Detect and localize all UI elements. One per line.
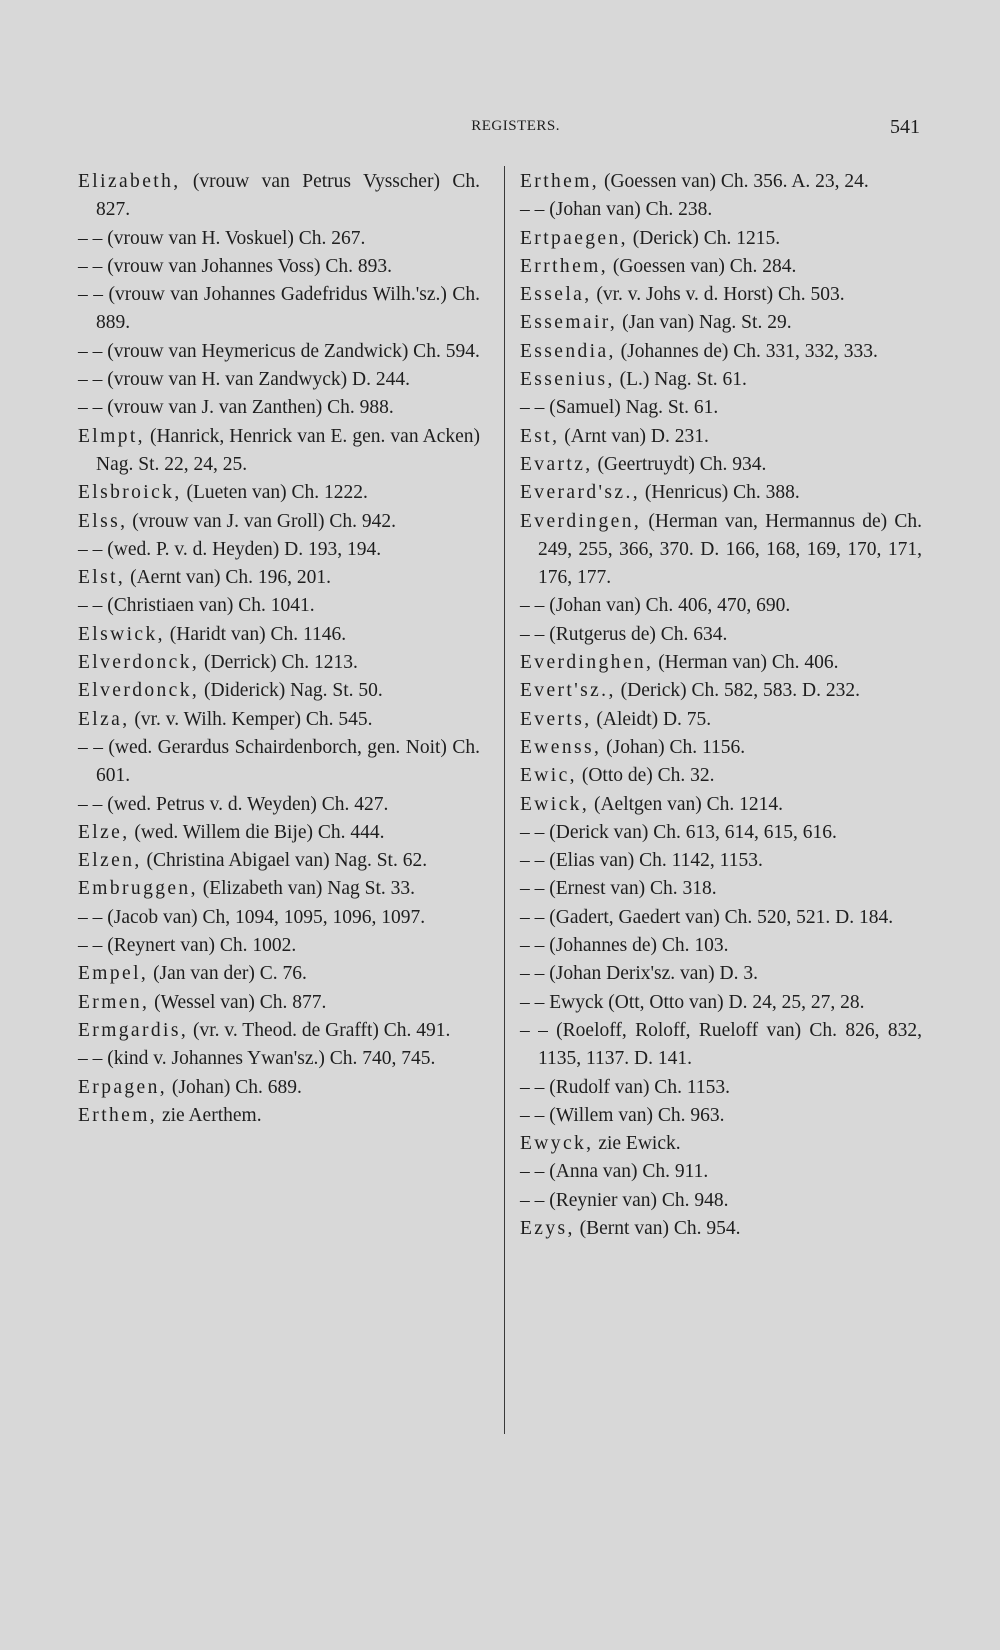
entry-surname: Ewick, <box>520 793 590 815</box>
entry-details: (Herman van) Ch. 406. <box>653 652 839 674</box>
entry-details: – – (Christiaen van) Ch. 1041. <box>78 595 315 617</box>
index-entry <box>78 1102 480 1130</box>
entry-details: – – (Johan van) Ch. 238. <box>520 199 713 221</box>
entry-details: – – (Roeloff, Roloff, Rueloff van) Ch. 826, 832, 1135, 1137. D. 141. <box>520 1019 922 1070</box>
entry-details: (Jan van) Nag. St. 29. <box>617 312 792 334</box>
index-entry <box>78 564 480 592</box>
entry-details: – – (vrouw van J. van Zanthen) Ch. 988. <box>78 397 394 419</box>
index-entry <box>520 1158 922 1186</box>
entry-surname: Elze, <box>78 821 130 843</box>
index-entry <box>520 1074 922 1102</box>
index-entry <box>520 649 922 677</box>
entry-surname: Elss, <box>78 510 128 532</box>
entry-surname: Evartz, <box>520 453 593 475</box>
entry-details: (Aeltgen van) Ch. 1214. <box>589 793 783 815</box>
entry-details: – – (Samuel) Nag. St. 61. <box>520 397 719 419</box>
index-entry <box>520 904 922 932</box>
index-entry <box>520 508 922 593</box>
index-column-left <box>78 168 480 1130</box>
entry-surname: Empel, <box>78 963 149 985</box>
entry-details: – – (Rudolf van) Ch. 1153. <box>520 1076 730 1098</box>
index-entry <box>78 225 480 253</box>
index-entry <box>520 1215 922 1243</box>
index-entry <box>520 932 922 960</box>
index-entry <box>520 338 922 366</box>
entry-details: (Elizabeth van) Nag St. 33. <box>197 878 416 900</box>
entry-details: – – (Rutgerus de) Ch. 634. <box>520 623 728 645</box>
index-entry <box>520 791 922 819</box>
index-entry <box>78 394 480 422</box>
entry-details: (Christina Abigael van) Nag. St. 62. <box>141 850 428 872</box>
entry-surname: Ewic, <box>520 765 577 787</box>
entry-details: – – (vrouw van H. Voskuel) Ch. 267. <box>78 227 366 249</box>
running-head: REGISTERS. <box>471 118 560 134</box>
entry-details: (Bernt van) Ch. 954. <box>574 1217 741 1239</box>
entry-details: (Goessen van) Ch. 284. <box>607 255 797 277</box>
entry-surname: Ermen, <box>78 991 150 1013</box>
index-entry <box>520 423 922 451</box>
entry-details: – – (Reynert van) Ch. 1002. <box>78 935 297 957</box>
entry-surname: Everts, <box>520 708 592 730</box>
entry-surname: Ewyck, <box>520 1133 594 1155</box>
page-number: 541 <box>890 116 920 138</box>
entry-details: (vr. v. Johs v. d. Horst) Ch. 503. <box>591 284 845 306</box>
entry-surname: Elmpt, <box>78 425 145 447</box>
index-entry <box>78 706 480 734</box>
entry-details: (Jan van der) C. 76. <box>148 963 307 985</box>
entry-details: – – (Johan Derix'sz. van) D. 3. <box>520 963 758 985</box>
entry-details: – – (wed. Petrus v. d. Weyden) Ch. 427. <box>78 793 389 815</box>
entry-details: – – (Ernest van) Ch. 318. <box>520 878 717 900</box>
index-entry <box>78 338 480 366</box>
entry-details: (Lueten van) Ch. 1222. <box>181 482 368 504</box>
entry-surname: Elza, <box>78 708 130 730</box>
entry-surname: Ermgardis, <box>78 1019 189 1041</box>
index-entry <box>520 281 922 309</box>
entry-surname: Essendia, <box>520 340 616 362</box>
entry-details: – – (Gadert, Gaedert van) Ch. 520, 521. D. 184. <box>520 906 894 928</box>
entry-details: (vr. v. Wilh. Kemper) Ch. 545. <box>129 708 373 730</box>
index-entry <box>520 1102 922 1130</box>
entry-details: – – (Anna van) Ch. 911. <box>520 1161 709 1183</box>
entry-surname: Erpagen, <box>78 1076 168 1098</box>
entry-details: (vr. v. Theod. de Grafft) Ch. 491. <box>188 1019 451 1041</box>
entry-surname: Erthem, <box>78 1104 158 1126</box>
index-entry <box>520 621 922 649</box>
index-entry <box>78 791 480 819</box>
index-entry <box>78 536 480 564</box>
index-entry <box>520 989 922 1017</box>
index-entry <box>78 649 480 677</box>
index-entry <box>78 253 480 281</box>
index-entry <box>520 1017 922 1074</box>
entry-details: (Derrick) Ch. 1213. <box>199 652 358 674</box>
index-entry <box>520 1130 922 1158</box>
index-entry <box>78 932 480 960</box>
entry-surname: Essenius, <box>520 369 615 391</box>
index-entry <box>520 309 922 337</box>
entry-surname: Everdinghen, <box>520 652 654 674</box>
entry-surname: Erthem, <box>520 171 600 192</box>
entry-surname: Elzen, <box>78 850 142 872</box>
index-entry <box>520 479 922 507</box>
index-entry <box>78 1017 480 1045</box>
entry-surname: Everdingen, <box>520 510 642 532</box>
index-entry <box>78 677 480 705</box>
index-entry <box>520 1187 922 1215</box>
entry-details: (Johan) Ch. 1156. <box>601 736 746 758</box>
entry-surname: Elizabeth, <box>78 171 181 192</box>
index-column-right <box>520 168 922 1243</box>
entry-surname: Everard'sz., <box>520 482 641 504</box>
index-entry <box>78 734 480 791</box>
entry-details: – – (Jacob van) Ch, 1094, 1095, 1096, 1097. <box>78 906 426 928</box>
index-entry <box>520 875 922 903</box>
entry-details: (Arnt van) D. 231. <box>559 425 709 447</box>
entry-details: zie Aerthem. <box>157 1104 262 1126</box>
entry-details: – – (vrouw van H. van Zandwyck) D. 244. <box>78 369 410 391</box>
entry-surname: Essela, <box>520 284 592 306</box>
index-entry <box>78 960 480 988</box>
entry-surname: Elst, <box>78 567 126 589</box>
index-entry <box>520 819 922 847</box>
entry-details: (Otto de) Ch. 32. <box>576 765 715 787</box>
entry-details: – – (vrouw van Heymericus de Zandwick) Ch. 594. <box>78 340 480 362</box>
entry-details: – – (vrouw van Johannes Voss) Ch. 893. <box>78 255 392 277</box>
entry-details: (wed. Willem die Bije) Ch. 444. <box>129 821 385 843</box>
entry-details: (Diderick) Nag. St. 50. <box>199 680 383 702</box>
entry-details: (Henricus) Ch. 388. <box>640 482 800 504</box>
index-entry <box>78 1074 480 1102</box>
index-entry <box>78 479 480 507</box>
index-entry <box>520 225 922 253</box>
entry-surname: Errthem, <box>520 255 608 277</box>
entry-details: – – (kind v. Johannes Ywan'sz.) Ch. 740, 745. <box>78 1048 436 1070</box>
index-entry <box>520 762 922 790</box>
index-entry <box>78 1045 480 1073</box>
entry-details: zie Ewick. <box>593 1133 681 1155</box>
entry-surname: Evert'sz., <box>520 680 616 702</box>
index-entry <box>78 847 480 875</box>
index-entry <box>78 423 480 480</box>
entry-surname: Embruggen, <box>78 878 198 900</box>
entry-details: – – (vrouw van Johannes Gadefridus Wilh.'sz.) Ch. 889. <box>78 284 480 334</box>
entry-details: – – (Elias van) Ch. 1142, 1153. <box>520 850 763 872</box>
entry-details: (Haridt van) Ch. 1146. <box>164 623 347 645</box>
entry-details: (Wessel van) Ch. 877. <box>149 991 327 1013</box>
entry-surname: Elswick, <box>78 623 165 645</box>
entry-surname: Elsbroick, <box>78 482 182 504</box>
index-entry <box>78 508 480 536</box>
index-entry <box>78 281 480 338</box>
entry-details: – – (Johannes de) Ch. 103. <box>520 935 729 957</box>
entry-details: (Derick) Ch. 1215. <box>627 227 781 249</box>
entry-details: – – (wed. P. v. d. Heyden) D. 193, 194. <box>78 538 382 560</box>
entry-details: – – (Reynier van) Ch. 948. <box>520 1189 729 1211</box>
index-entry <box>78 621 480 649</box>
index-entry <box>78 366 480 394</box>
index-entry <box>520 960 922 988</box>
entry-surname: Est, <box>520 425 560 447</box>
entry-details: (Johan) Ch. 689. <box>167 1076 302 1098</box>
entry-details: – – (Willem van) Ch. 963. <box>520 1104 725 1126</box>
index-entry <box>520 451 922 479</box>
index-entry <box>520 253 922 281</box>
entry-surname: Elverdonck, <box>78 652 200 674</box>
index-entry <box>520 196 922 224</box>
entry-details: (Hanrick, Henrick van E. gen. van Acken) Nag. St. 22, 24, 25. <box>96 425 480 475</box>
index-entry <box>78 989 480 1017</box>
entry-details: (Goessen van) Ch. 356. A. 23, 24. <box>599 171 869 192</box>
entry-details: (Herman van, Hermannus de) Ch. 249, 255, 366, 370. D. 166, 168, 169, 170, 171, 176, 177. <box>538 510 922 589</box>
entry-details: (vrouw van J. van Groll) Ch. 942. <box>127 510 397 532</box>
entry-details: (L.) Nag. St. 61. <box>614 369 747 391</box>
entry-surname: Ewenss, <box>520 736 602 758</box>
entry-surname: Elverdonck, <box>78 680 200 702</box>
index-entry <box>78 168 480 225</box>
index-entry <box>520 366 922 394</box>
entry-details: (Geertruydt) Ch. 934. <box>592 453 767 475</box>
entry-details: (Johannes de) Ch. 331, 332, 333. <box>615 340 878 362</box>
entry-details: (Derick) Ch. 582, 583. D. 232. <box>615 680 861 702</box>
entry-details: – – (Johan van) Ch. 406, 470, 690. <box>520 595 791 617</box>
index-entry <box>520 677 922 705</box>
entry-details: (Aernt van) Ch. 196, 201. <box>125 567 332 589</box>
index-entry <box>520 847 922 875</box>
index-entry <box>78 819 480 847</box>
entry-details: (vrouw van Petrus Vysscher) Ch. 827. <box>96 171 480 221</box>
entry-details: – – (wed. Gerardus Schairdenborch, gen. Noit) Ch. 601. <box>78 736 480 787</box>
column-divider <box>504 166 505 1434</box>
entry-details: – – (Derick van) Ch. 613, 614, 615, 616. <box>520 821 837 843</box>
entry-surname: Ertpaegen, <box>520 227 628 249</box>
index-entry <box>78 592 480 620</box>
index-entry <box>520 592 922 620</box>
entry-details: – – Ewyck (Ott, Otto van) D. 24, 25, 27, 28. <box>520 991 865 1013</box>
index-entry <box>520 734 922 762</box>
entry-surname: Essemair, <box>520 312 618 334</box>
entry-details: (Aleidt) D. 75. <box>591 708 712 730</box>
entry-surname: Ezys, <box>520 1217 575 1239</box>
index-entry <box>520 168 922 196</box>
index-entry <box>78 904 480 932</box>
index-entry <box>520 706 922 734</box>
index-entry <box>520 394 922 422</box>
index-entry <box>78 875 480 903</box>
